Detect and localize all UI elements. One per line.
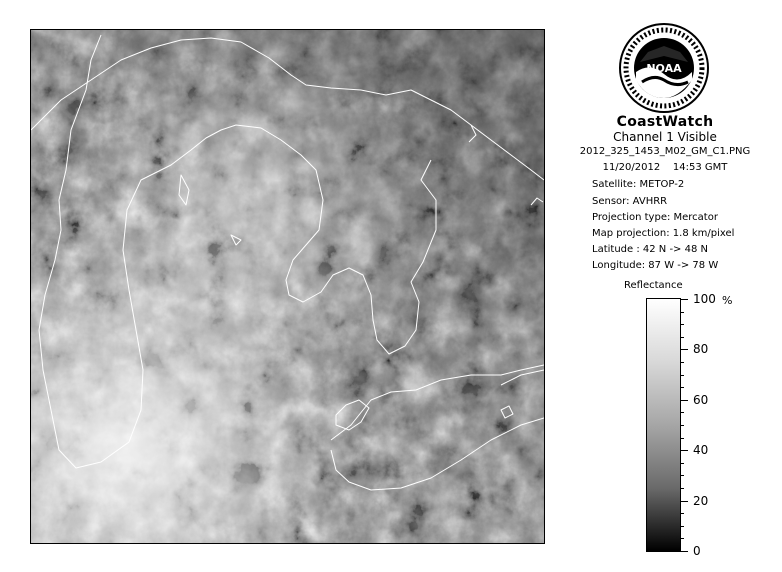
colorbar-tick-label: 60	[693, 392, 709, 407]
satellite-image	[30, 29, 545, 544]
colorbar-minor-tick	[680, 463, 684, 464]
colorbar-minor-tick	[680, 362, 684, 363]
colorbar-minor-tick	[680, 375, 684, 376]
channel-label: Channel 1 Visible	[613, 130, 717, 144]
colorbar-minor-tick	[680, 387, 684, 388]
app-title: CoastWatch	[616, 114, 714, 130]
colorbar-tick-label: 100	[693, 292, 716, 306]
colorbar-minor-tick	[680, 425, 684, 426]
colorbar-tick	[680, 450, 688, 451]
colorbar-minor-tick	[680, 488, 684, 489]
colorbar-tick	[680, 349, 688, 350]
colorbar-minor-tick	[680, 513, 684, 514]
colorbar-title: Reflectance	[624, 280, 683, 291]
colorbar-minor-tick	[680, 526, 684, 527]
colorbar-tick-label: 80	[693, 342, 709, 357]
colorbar-tick	[680, 299, 688, 300]
latitude-label: Latitude : 42 N -> 48 N	[592, 244, 708, 255]
sensor-label: Sensor: AVHRR	[592, 196, 668, 207]
colorbar-minor-tick	[680, 538, 684, 539]
colorbar-minor-tick	[680, 312, 684, 313]
datetime-label: 11/20/2012 14:53 GMT	[602, 162, 728, 173]
filename-label: 2012_325_1453_M02_GM_C1.PNG	[579, 146, 751, 157]
longitude-label: Longitude: 87 W -> 78 W	[592, 260, 719, 271]
colorbar-tick-label: 20	[693, 493, 709, 508]
satellite-image-svg	[31, 30, 544, 543]
satellite-label: Satellite: METOP-2	[592, 179, 685, 190]
colorbar-minor-tick	[680, 337, 684, 338]
colorbar-tick	[680, 551, 688, 552]
svg-text:NOAA: NOAA	[646, 62, 682, 75]
noaa-logo-icon	[618, 22, 710, 114]
colorbar-minor-tick	[680, 412, 684, 413]
colorbar-tick	[680, 400, 688, 401]
colorbar-minor-tick	[680, 475, 684, 476]
colorbar-tick-label: 40	[693, 443, 709, 458]
colorbar-tick-label: 0	[693, 544, 701, 558]
colorbar-unit: %	[722, 294, 733, 307]
reflectance-colorbar	[646, 298, 681, 552]
projection-type-label: Projection type: Mercator	[592, 212, 718, 223]
colorbar-minor-tick	[680, 438, 684, 439]
map-projection-label: Map projection: 1.8 km/pixel	[592, 228, 735, 239]
colorbar-ticks	[680, 292, 750, 558]
colorbar-minor-tick	[680, 324, 684, 325]
colorbar-tick	[680, 501, 688, 502]
